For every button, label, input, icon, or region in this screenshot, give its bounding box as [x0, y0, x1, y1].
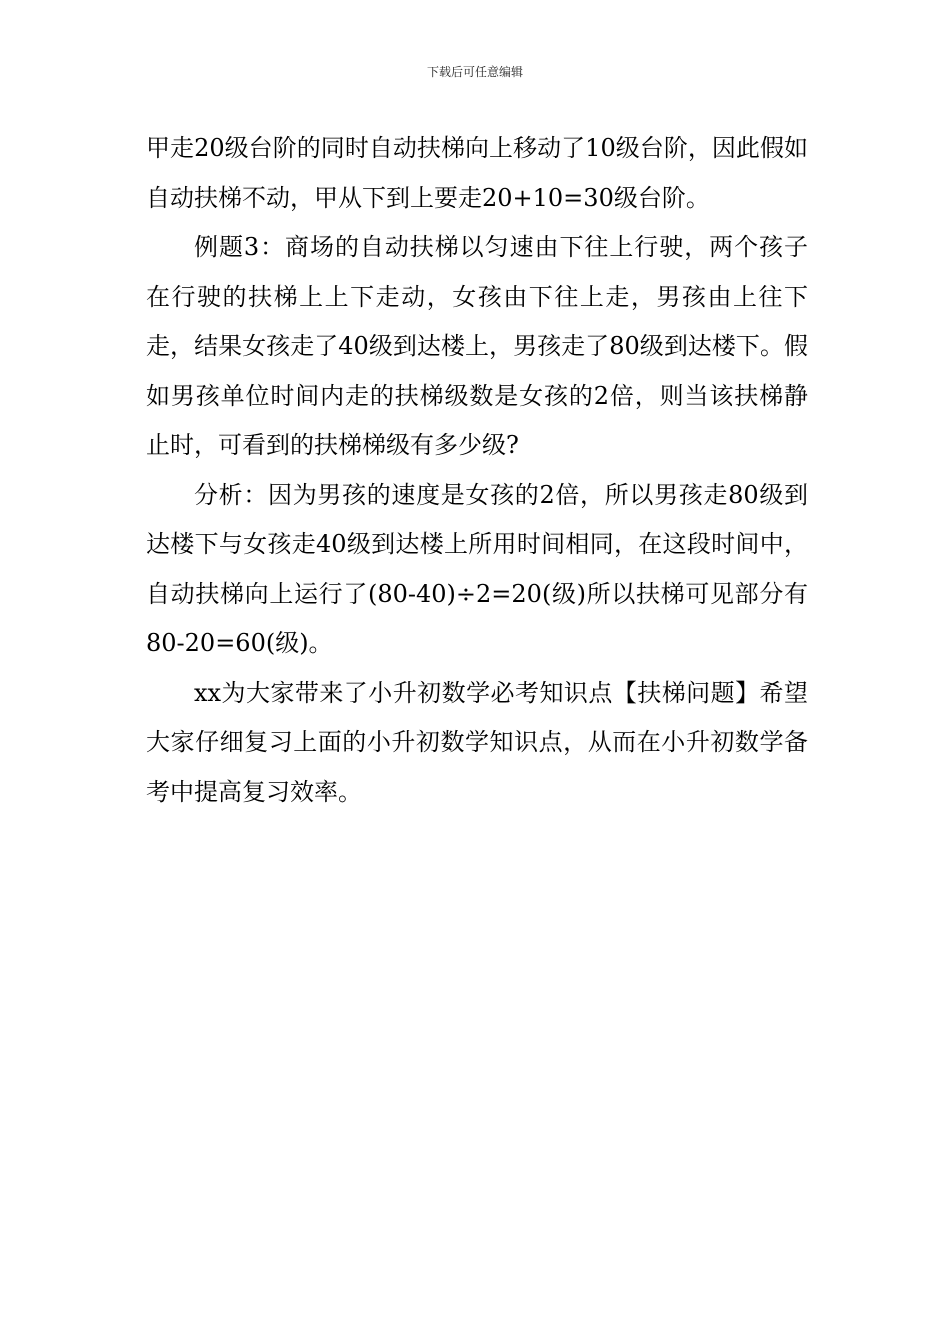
document-body [146, 124, 808, 817]
paragraph-example-3: 例题3：商场的自动扶梯以匀速由下往上行驶，两个孩子在行驶的扶梯上上下走动，女孩由下往上走，男孩由上往下走，结果女孩走了40级到达楼上，男孩走了80级到达楼下。假如男孩单位时间内走的扶梯级数是女孩的2倍，则当该扶梯静止时，可看到的扶梯梯级有多少级? [146, 233, 808, 459]
paragraph-closing: xx为大家带来了小升初数学必考知识点【扶梯问题】希望大家仔细复习上面的小升初数学知识点，从而在小升初数学备考中提高复习效率。 [146, 678, 808, 806]
paragraph-continuation: 甲走20级台阶的同时自动扶梯向上移动了10级台阶，因此假如自动扶梯不动，甲从下到上要走20+10=30级台阶。 [146, 134, 808, 212]
paragraph-analysis: 分析：因为男孩的速度是女孩的2倍，所以男孩走80级到达楼下与女孩走40级到达楼上所用时间相同，在这段时间中，自动扶梯向上运行了(80-40)÷2=20(级)所以扶梯可见部分有80-20=60(级)。 [146, 480, 808, 657]
page-header-note: 下载后可任意编辑 [426, 65, 523, 79]
